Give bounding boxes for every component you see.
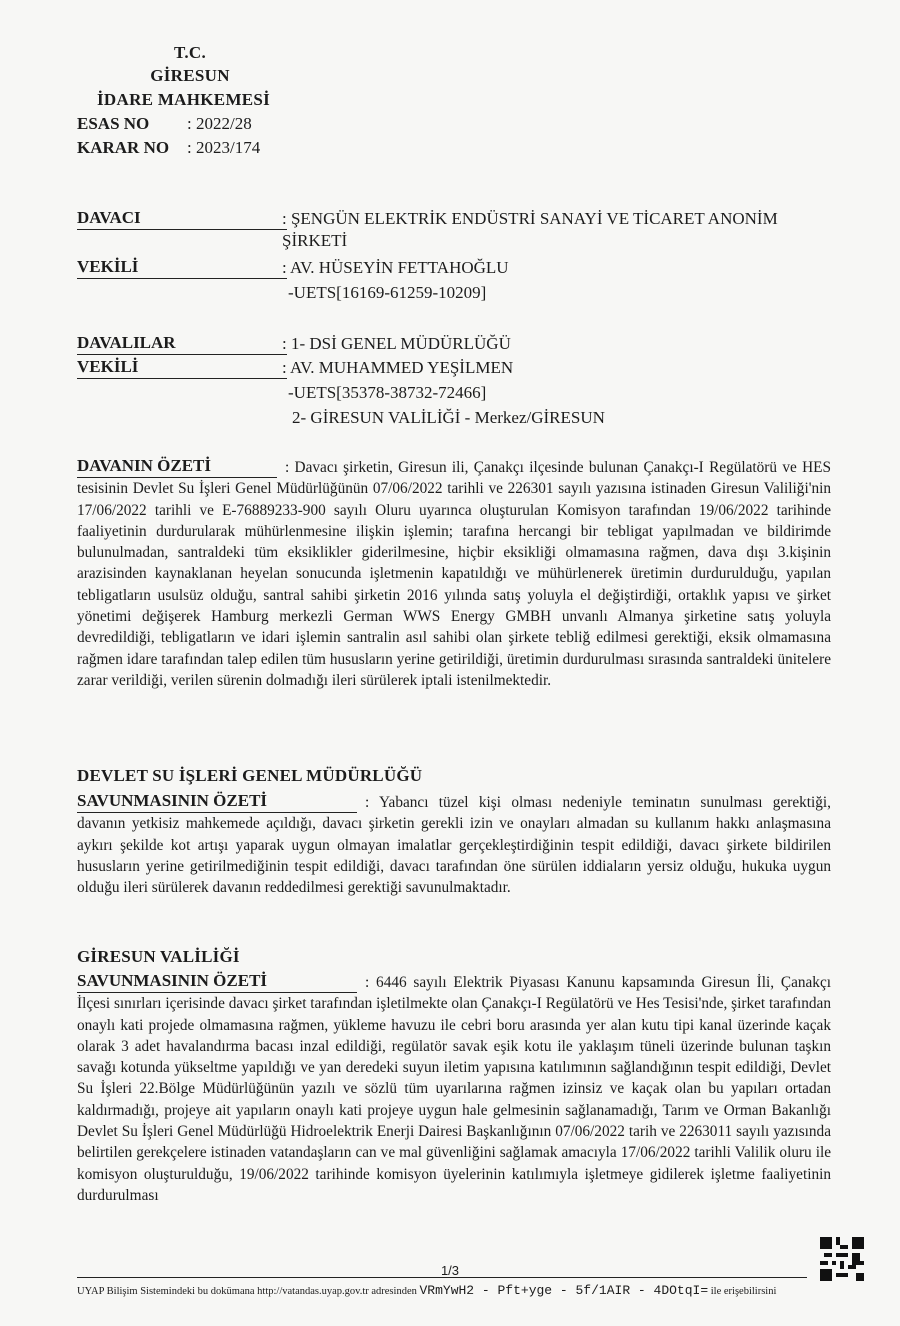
valilik-savunma-text: : 6446 sayılı Elektrik Piyasası Kanunu kapsamında Giresun İli, Çanakçı İlçesi sınırları içerisinde davacı şirket tarafından işletilmekte olan Çanakçı-I Regülatörü ve Hes Tesisi'nde, şirket tarafından onaylı kati projede olmamasına rağmen, yükleme havuzu ile cebri boru arasında yer alan kutu tipi kanal üzerinde kaçak olarak 3 adet havalandırma bacası inzal edildiği, regülatör savak eşik kotu ile yaklaşım tüneli üzerinde bulunan taşkın savağı kotunda yükseltme yapıldığı ve yan deredeki suyun iletim yapısına katılımının sağlandığının tespit edildiği, Devlet Su İşleri 22.Bölge Müdürlüğünün yazılı ve sözlü tüm uyarılarına rağmen izinsiz ve kaçak olan bu yapıları ortadan kaldırmadığı, projeye ait yapıların onaylı kati projeye uygun hale gelmesinin sağlanamadığı, Tarım ve Orman Bakanlığı Devlet Su İşleri Genel Müdürlüğü Hidroelektrik Enerji Dairesi Başkanlığının 07/06/2022 tarih ve 2263011 sayılı yazısında belirtilen gerekçelere istinaden vatandaşların can ve mal güvenliğini sağlamak amacıyla 17/06/2022 tarihli Valilik oluru ile komisyon oluşturulduğu, 19/06/2022 tarihinde komisyon üyelerinin katılımıyla işletmeye gidilerek işletme faaliyetinin durdurulması: [77, 974, 831, 1204]
esas-no: [77, 114, 252, 134]
footer-prefix: UYAP Bilişim Sistemindeki bu dokümana http://vatandas.uyap.gov.tr adresinden: [77, 1286, 417, 1297]
vekil1-value: : AV. HÜSEYİN FETTAHOĞLU: [282, 258, 509, 277]
qr-code-icon: [820, 1237, 864, 1281]
karar-label: KARAR NO: [77, 138, 170, 157]
valilik-savunma-label: SAVUNMASININ ÖZETİ: [77, 971, 357, 993]
vekil1-label: VEKİLİ: [77, 257, 287, 279]
davaci-value: : ŞENGÜN ELEKTRİK ENDÜSTRİ SANAYİ VE TİCARET ANONİM ŞİRKETİ: [282, 209, 778, 250]
dava-ozeti-text: : Davacı şirketin, Giresun ili, Çanakçı ilçesinde bulunan Çanakçı-I Regülatörü ve HES tesisinin Devlet Su İşleri Genel Müdürlüğünün 07/06/2022 tarihli ve 226301 sayılı yazısına istinaden Giresun Valiliği'nin 17/06/2022 tarihli ve E-76889233-900 sayılı Oluru uyarınca oluşturulan Komisyon tarafından 19/06/2022 tarihinde faaliyetinin durdurularak mühürlenmesine ilişkin işlemin; tarafına hercangi bir tebligat yapılmadan ve bildirimde bulunulmadan, santraldeki tüm eksiklikler giderilmesine, hiçbir eksikliği olmamasına rağmen, dava dışı 3.kişinin arazisinden kaynaklanan heyelan sonucunda işletmenin kapatıldığı ve mühürlenerek üretimin durdurulduğu, yapılan tebligatların usulsüz olduğu, santral sahibi şirketin 2016 yılında satış yoluyla el değiştirdiği, ortaklık yapısı ve şirket yönetimi değişerek Hamburg merkezli German WWS Energy GMBH unvanlı Almanya şirketine satış yoluyla devredildiği, tebligatların ve idari işlemin santralin asıl sahibi olan şirkete tebliğ edilmesi gerektiği, eksik olmamasına rağmen idare tarafından talep edilen tüm hususların yerine getirildiği, üretimin durdurulması sırasında santraldeki ünitelere zarar verildiği, verilen sürenin dolmadığı ileri sürülerek iptali istenilmektedir.: [77, 459, 831, 689]
page-number: 1/3: [440, 1263, 460, 1278]
karar-no: [77, 138, 260, 158]
dsi-savunma-label: SAVUNMASININ ÖZETİ: [77, 791, 357, 813]
vekil2-uets: -UETS[35378-38732-72466]: [288, 383, 487, 402]
valilik-title: GİRESUN VALİLİĞİ: [77, 947, 240, 966]
vekil2-label: VEKİLİ: [77, 357, 287, 379]
davali2: 2- GİRESUN VALİLİĞİ - Merkez/GİRESUN: [292, 408, 605, 427]
davaci-label: DAVACI: [77, 208, 287, 230]
vekil2-value: : AV. MUHAMMED YEŞİLMEN: [282, 358, 514, 377]
header-tc: T.C.: [173, 43, 207, 62]
davalilar-value: : 1- DSİ GENEL MÜDÜRLÜĞÜ: [282, 334, 511, 353]
footer-code: VRmYwH2 - Pft+yge - 5f/1AIR - 4DOtqI=: [419, 1283, 709, 1298]
esas-value: : 2022/28: [187, 114, 252, 133]
dsi-savunma-text: : Yabancı tüzel kişi olması nedeniyle teminatın sunulması gerektiği, davanın yetkisiz mahkemede açıldığı, davacı şirketin gerekli izin ve onayları almadan su kullanım hakkı anlaşmasına aykırı şekilde kot artışı yaparak uygun olmayan imalatlar gerçekleştirdiğinin tespit edildiği, davacı şirkete bildirilen hususların yerine getirilmediğinin tespit edildiği, davacı tarafından öne sürülen iddiaların yersiz olduğu, hukuka uygun olduğu ileri sürülerek davanın reddedilmesi gerektiği savunulmaktadır.: [77, 794, 831, 897]
esas-label: ESAS NO: [77, 114, 150, 133]
footer-suffix: ile erişebilirsini: [710, 1286, 777, 1297]
karar-value: : 2023/174: [187, 138, 261, 157]
header-court: İDARE MAHKEMESİ: [97, 90, 271, 109]
header-city: GİRESUN: [150, 66, 230, 85]
davalilar-label: DAVALILAR: [77, 333, 287, 355]
dava-ozeti-label: DAVANIN ÖZETİ: [77, 456, 277, 478]
footer-divider: [77, 1277, 807, 1278]
vekil1-uets: -UETS[16169-61259-10209]: [288, 283, 487, 302]
dsi-title: DEVLET SU İŞLERİ GENEL MÜDÜRLÜĞÜ: [77, 766, 423, 785]
footer-note: [77, 1283, 776, 1298]
